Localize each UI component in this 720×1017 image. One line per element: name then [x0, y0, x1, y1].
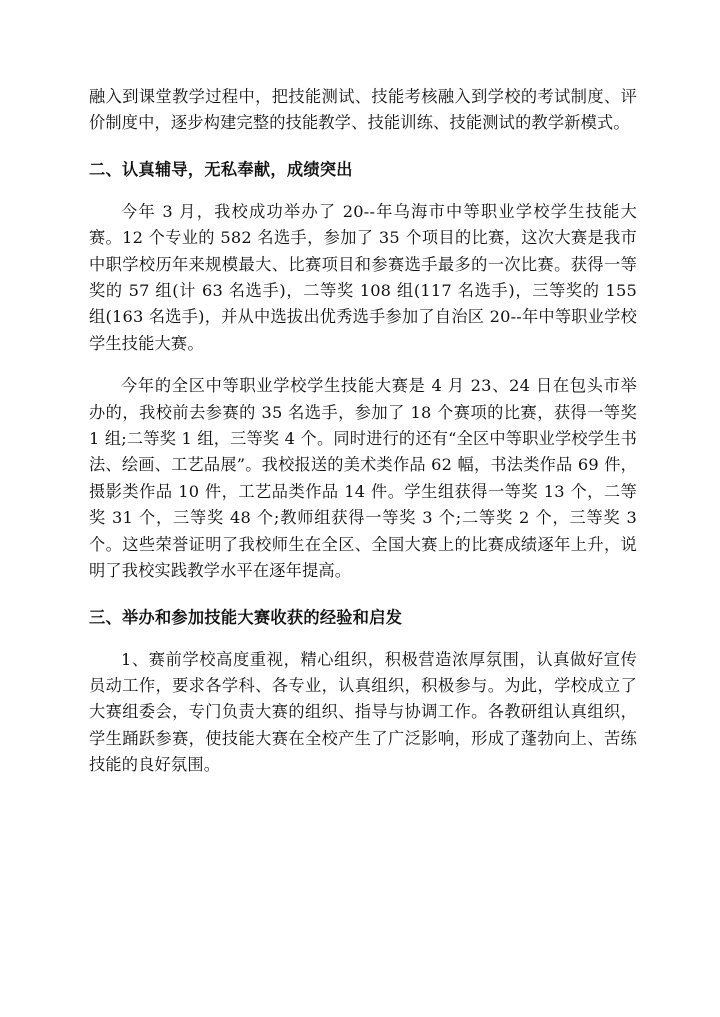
spacer: [89, 585, 637, 605]
spacer: [89, 137, 637, 157]
spacer: [89, 631, 637, 647]
experience-paragraph: 1、赛前学校高度重视，精心组织，积极营造浓厚氛围，认真做好宣传员动工作，要求各学科、各专业，认真组织，积极参与。为此，学校成立了大赛组委会，专门负责大赛的组织、指导与协调工作。各教研组认真组织，学生踊跃参赛，使技能大赛在全校产生了广泛影响，形成了蓬勃向上、苦练技能的良好氛围。: [89, 649, 637, 775]
section-heading-2: 二、认真辅导，无私奉献，成绩突出: [89, 159, 353, 179]
regional-contest-paragraph: 今年的全区中等职业学校学生技能大赛是 4 月 23、24 日在包头市举办的，我校前去参赛的 35 名选手，参加了 18 个赛项的比赛，获得一等奖 1 组;二等奖 1 组，三等奖 4 个。同时进行的还有“全区中等职业学校学生书法、绘画、工艺品展”。我校报送的美术类作品 62 幅，书法类作品 69 件，摄影类作品 10 件，工艺品类作品 14 件。学生组获得一等奖 13 个，二等奖 31 个，三等奖 48 个;教师组获得一等奖 3 个;二等奖 2 个，三等奖 3 个。这些荣誉证明了我校师生在全区、全国大赛上的比赛成绩逐年上升，说明了我校实践教学水平在逐年提高。: [89, 376, 637, 581]
spacer: [89, 183, 637, 199]
section-heading-3: 三、举办和参加技能大赛收获的经验和启发: [89, 607, 403, 627]
intro-paragraph: 融入到课堂教学过程中，把技能测试、技能考核融入到学校的考试制度、评价制度中，逐步构建完整的技能教学、技能训练、技能测试的教学新模式。: [89, 87, 637, 133]
contest-summary-paragraph: 今年 3 月，我校成功举办了 20--年乌海市中等职业学校学生技能大赛。12 个专业的 582 名选手，参加了 35 个项目的比赛，这次大赛是我市中职学校历年来规模最大、比赛项目和参赛选手最多的一次比赛。获得一等奖的 57 组(计 63 名选手)，二等奖 108 组(117 名选手)，三等奖的 155 组(163 名选手)，并从中选拔出优秀选手参加了自治区 20--年中等职业学校学生技能大赛。: [89, 201, 637, 353]
spacer: [89, 357, 637, 373]
document-page: [89, 84, 637, 779]
